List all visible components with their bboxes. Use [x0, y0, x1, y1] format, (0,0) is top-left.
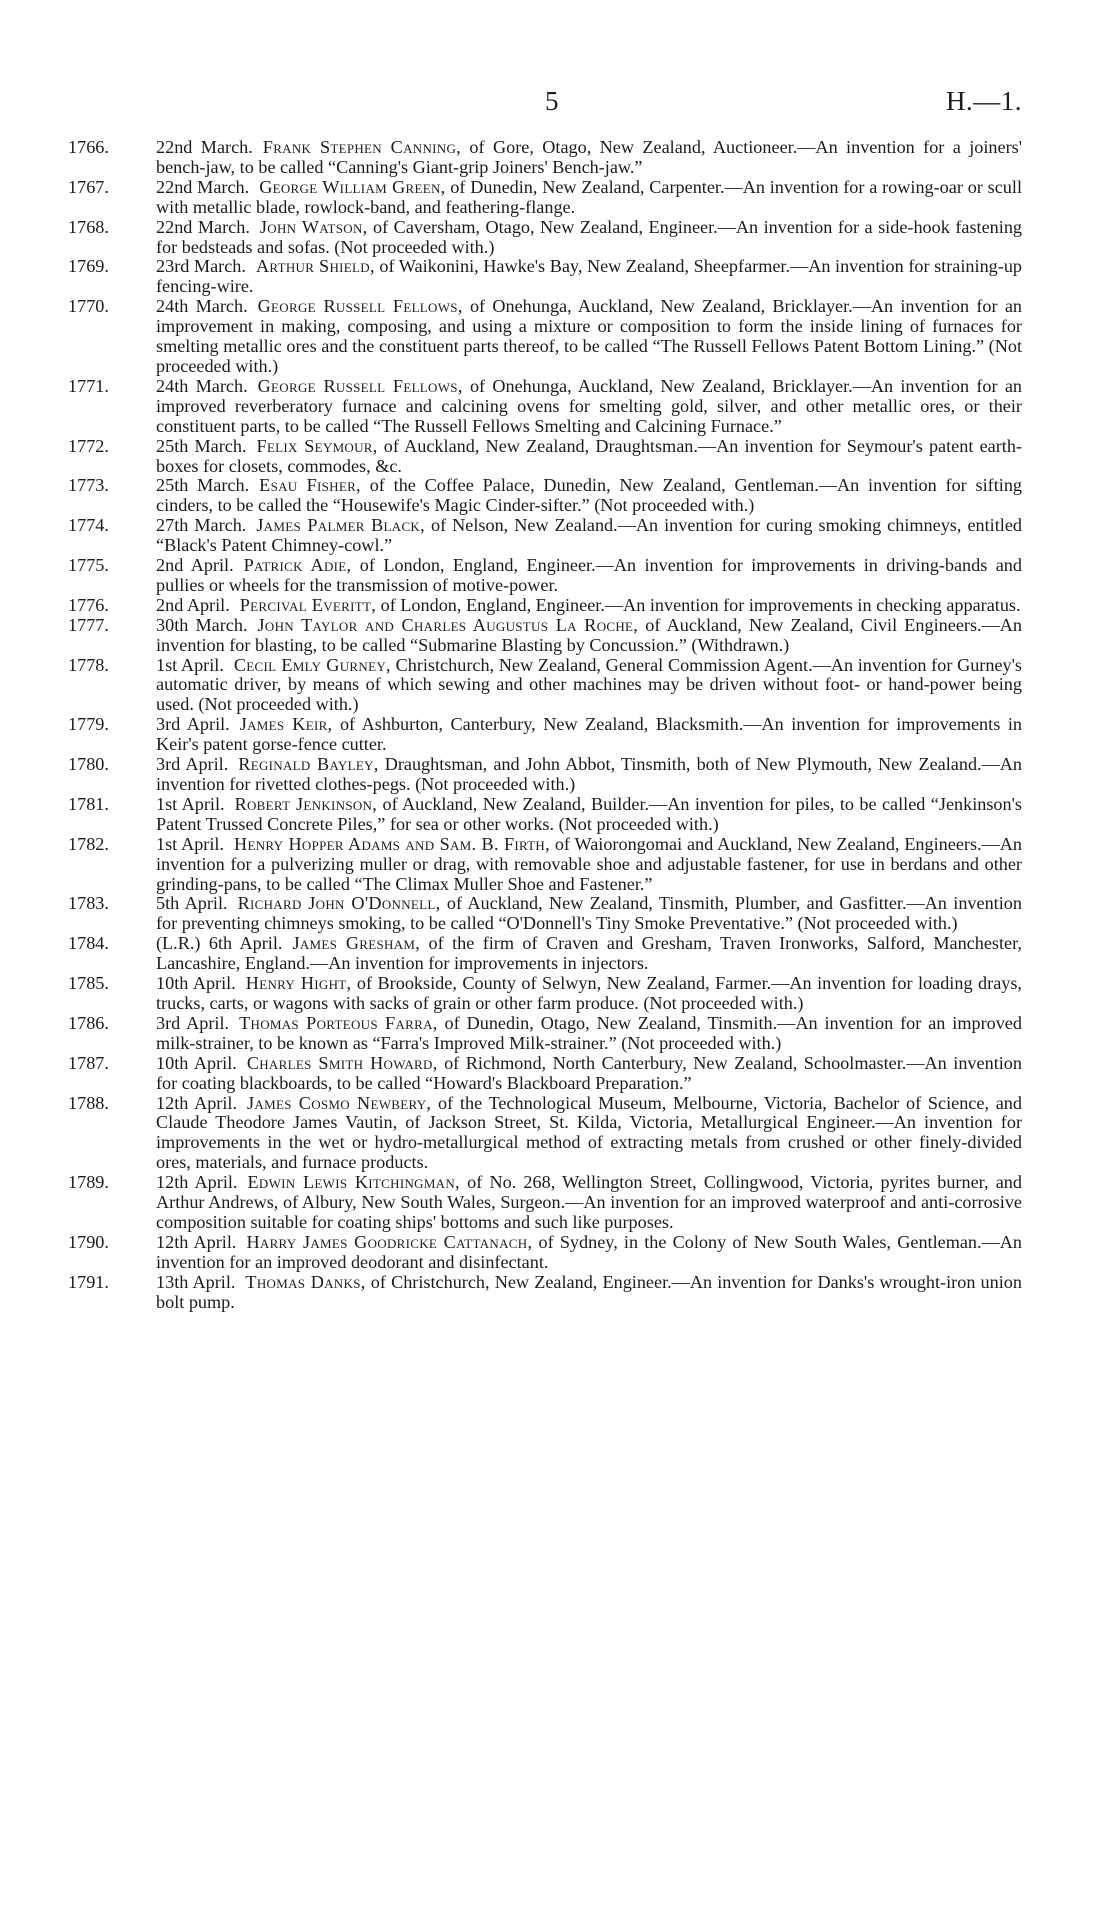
entry-body — [156, 218, 1022, 258]
entry-date: 22nd March. — [156, 176, 250, 197]
entry-applicant-names: Thomas Danks, — [245, 1271, 366, 1292]
patent-entry — [60, 1014, 1022, 1054]
entry-date: 27th March. — [156, 515, 247, 536]
entry-number: 1782. — [68, 833, 109, 854]
entry-description: of the Technological Museum, Melbourne, Victoria, Bachelor of Science, and Claude Theodore James Vautin, of Jackson Street, St. Kilda, Victoria, Metallurgical Engineer.—An invention for improvements in the wet or hydro-metallurgical method of extracting metals from crushed or other finely-divided ores, materials, and furnace products. — [156, 1092, 1022, 1173]
page-reference: H.—1. — [946, 86, 1022, 116]
entry-number: 1768. — [68, 216, 109, 237]
entry-applicant-names: Patrick Adie, — [243, 555, 352, 576]
entry-body — [156, 476, 1022, 516]
page-header — [0, 86, 1114, 116]
entry-body — [156, 516, 1022, 556]
entry-description: of Waikonini, Hawke's Bay, New Zealand, Sheepfarmer.—An invention for straining-up fencing-wire. — [156, 256, 1023, 297]
entry-applicant-names: Charles Smith Howard, — [246, 1052, 438, 1073]
entry-description: of Auckland, New Zealand, Tinsmith, Plumber, and Gasfitter.—An invention for preventing chimneys smoking, to be called “O'Donnell's Tiny Smoke Preventative.” (Not proceeded with.) — [156, 893, 1022, 934]
entry-date: 5th April. — [156, 893, 228, 914]
entry-number: 1770. — [68, 296, 109, 317]
entry-number: 1783. — [68, 893, 109, 914]
entry-body — [156, 656, 1022, 716]
entry-number: 1775. — [68, 555, 109, 576]
entry-applicant-names: James Gresham, — [292, 933, 421, 954]
entry-description: of Dunedin, New Zealand, Carpenter.—An invention for a rowing-oar or scull with metallic blade, rowlock-band, and feathering-flange. — [156, 176, 1022, 217]
entry-description: of Auckland, New Zealand, Civil Engineers.—An invention for blasting, to be called “Submarine Blasting by Concussion.” (Withdrawn.) — [156, 614, 1022, 655]
entry-date: 10th April. — [156, 973, 236, 994]
entry-body — [156, 934, 1022, 974]
entry-applicant-names: James Cosmo Newbery, — [247, 1092, 432, 1113]
entry-body — [156, 178, 1022, 218]
entry-description: of Ashburton, Canterbury, New Zealand, Blacksmith.—An invention for improvements in Keir's patent gorse-fence cutter. — [156, 714, 1022, 755]
entry-description: of Onehunga, Auckland, New Zealand, Bricklayer.—An invention for an improved reverberatory furnace and calcining ovens for smelting gold, silver, and other metallic ores, or their constituent parts, to be called “The Russell Fellows Smelting and Calcining Furnace.” — [156, 375, 1022, 436]
patent-entry — [60, 257, 1022, 297]
entry-description: of Nelson, New Zealand.—An invention for curing smoking chimneys, entitled “Black's Patent Chimney-cowl.” — [156, 515, 1022, 556]
entry-body — [156, 596, 1022, 616]
entry-description: of the firm of Craven and Gresham, Traven Ironworks, Salford, Manchester, Lancashire, England.—An invention for improvements in injectors. — [156, 933, 1022, 974]
entry-date: 25th March. — [156, 435, 247, 456]
entry-body — [156, 835, 1022, 895]
entry-number: 1778. — [68, 654, 109, 675]
entry-date: 1st April. — [156, 793, 225, 814]
entry-body — [156, 297, 1022, 377]
entry-date: 1st April. — [156, 833, 225, 854]
entry-applicant-names: Harry James Goodricke Cattanach, — [246, 1231, 533, 1252]
entry-number: 1774. — [68, 515, 109, 536]
entry-number: 1784. — [68, 933, 109, 954]
entry-description: of No. 268, Wellington Street, Collingwood, Victoria, pyrites burner, and Arthur Andrews, of Albury, New South Wales, Surgeon.—An invention for an improved waterproof and anti-corrosive composition suitable for coating ships' bottoms and such like purposes. — [156, 1172, 1022, 1232]
entry-body — [156, 138, 1022, 178]
entry-date: 12th April. — [156, 1231, 237, 1252]
entry-date: 3rd April. — [156, 754, 229, 775]
patent-entry — [60, 835, 1022, 895]
patent-entry — [60, 974, 1022, 1014]
patent-entries-list — [60, 138, 1022, 1312]
entry-description: of Auckland, New Zealand, Draughtsman.—An invention for Seymour's patent earth-boxes for closets, commodes, &c. — [156, 435, 1022, 476]
entry-date: 13th April. — [156, 1271, 236, 1292]
entry-date: 10th April. — [156, 1052, 237, 1073]
entry-number: 1772. — [68, 435, 109, 456]
entry-applicant-names: Cecil Emly Gurney, — [233, 654, 391, 675]
entry-date: 3rd April. — [156, 1012, 230, 1033]
entry-description: of Brookside, County of Selwyn, New Zealand, Farmer.—An invention for loading drays, trucks, carts, or wagons with sacks of grain or other farm produce. (Not proceeded with.) — [156, 973, 1022, 1013]
entry-date: 12th April. — [156, 1172, 238, 1193]
patent-entry — [60, 138, 1022, 178]
entry-number: 1776. — [68, 594, 109, 615]
entry-body — [156, 715, 1022, 755]
entry-description: of Gore, Otago, New Zealand, Auctioneer.—An invention for a joiners' bench-jaw, to be called “Canning's Giant-grip Joiners' Bench-jaw.” — [156, 137, 1022, 177]
patent-entry — [60, 596, 1022, 616]
entry-date: 23rd March. — [156, 256, 246, 277]
entry-date: 2nd April. — [156, 594, 230, 615]
entry-body — [156, 1273, 1022, 1313]
entry-description: of Christchurch, New Zealand, Engineer.—An invention for Danks's wrought-iron union bolt pump. — [156, 1271, 1022, 1312]
entry-applicant-names: James Palmer Black, — [256, 515, 425, 536]
entry-body — [156, 1094, 1022, 1174]
entry-date: 12th April. — [156, 1092, 238, 1113]
entry-number: 1767. — [68, 176, 109, 197]
entry-applicant-names: Henry Hight, — [245, 973, 352, 994]
patent-entry — [60, 516, 1022, 556]
patent-entry — [60, 1173, 1022, 1233]
entry-date: 2nd April. — [156, 555, 234, 576]
entry-number: 1766. — [68, 137, 109, 157]
entry-number: 1769. — [68, 256, 109, 277]
entry-applicant-names: George William Green, — [259, 176, 446, 197]
entry-body — [156, 894, 1022, 934]
entry-description: of Auckland, New Zealand, Builder.—An invention for piles, to be called “Jenkinson's Patent Trussed Concrete Piles,” for sea or other works. (Not proceeded with.) — [156, 793, 1022, 834]
entry-body — [156, 1233, 1022, 1273]
entry-number: 1786. — [68, 1012, 109, 1033]
entry-body — [156, 1054, 1022, 1094]
patent-entry — [60, 437, 1022, 477]
entry-applicant-names: Robert Jenkinson, — [234, 793, 378, 814]
entry-number: 1781. — [68, 793, 109, 814]
entry-date: 22nd March. — [156, 216, 250, 237]
patent-entry — [60, 1054, 1022, 1094]
entry-number: 1785. — [68, 973, 109, 994]
entry-applicant-names: George Russell Fellows, — [257, 375, 463, 396]
entry-number: 1771. — [68, 375, 109, 396]
entry-number: 1779. — [68, 714, 109, 735]
entry-date: 24th March. — [156, 296, 248, 317]
entry-body — [156, 1014, 1022, 1054]
entry-description: of the Coffee Palace, Dunedin, New Zealand, Gentleman.—An invention for sifting cinders, to be called the “Housewife's Magic Cinder-sifter.” (Not proceeded with.) — [156, 475, 1023, 516]
entry-description: of Sydney, in the Colony of New South Wales, Gentleman.—An invention for an improved deodorant and disinfectant. — [156, 1231, 1022, 1272]
entry-applicant-names: Reginald Bayley, — [238, 754, 379, 775]
entry-body — [156, 1173, 1022, 1233]
patent-entry — [60, 934, 1022, 974]
entry-description: Christchurch, New Zealand, General Commission Agent.—An invention for Gurney's automatic driver, by means of which sewing and other machines may be driven without foot- or hand-power being used. (Not proceeded with.) — [156, 654, 1022, 715]
entry-description: of London, England, Engineer.—An invention for improvements in driving-bands and pullies or wheels for the transmission of motive-power. — [156, 555, 1022, 595]
entry-body — [156, 437, 1022, 477]
patent-entry — [60, 616, 1022, 656]
patent-entry — [60, 377, 1022, 437]
patent-entry — [60, 715, 1022, 755]
entry-date: 22nd March. — [156, 137, 253, 157]
entry-date: 30th March. — [156, 614, 248, 635]
entry-number: 1780. — [68, 754, 109, 775]
entry-number: 1787. — [68, 1052, 109, 1073]
entry-number: 1777. — [68, 614, 109, 635]
entry-body — [156, 377, 1022, 437]
entry-description: of Richmond, North Canterbury, New Zealand, Schoolmaster.—An invention for coating blackboards, to be called “Howard's Blackboard Preparation.” — [156, 1052, 1022, 1093]
entry-applicant-names: John Taylor and Charles Augustus La Roche, — [257, 614, 639, 635]
patent-entry — [60, 755, 1022, 795]
entry-body — [156, 556, 1022, 596]
patent-entry — [60, 656, 1022, 716]
entry-number: 1789. — [68, 1172, 109, 1193]
entry-number: 1773. — [68, 475, 109, 496]
patent-entry — [60, 476, 1022, 516]
entry-description: of Onehunga, Auckland, New Zealand, Bricklayer.—An invention for an improvement in making, composing, and using a mixture or composition to form the inside lining of furnaces for smelting metallic ores and the constituent parts thereof, to be called “The Russell Fellows Patent Bottom Lining.” (Not proceeded with.) — [156, 296, 1022, 376]
patent-entry — [60, 556, 1022, 596]
entry-description: of Dunedin, Otago, New Zealand, Tinsmith.—An invention for an improved milk-strainer, to be known as “Farra's Improved Milk-strainer.” (Not proceeded with.) — [156, 1012, 1022, 1053]
entry-applicant-names: Felix Seymour, — [256, 435, 378, 456]
patent-entry — [60, 297, 1022, 377]
entry-description: of Caversham, Otago, New Zealand, Engineer.—An invention for a side-hook fastening for bedsteads and sofas. (Not proceeded with.) — [156, 216, 1023, 257]
patent-entry — [60, 178, 1022, 218]
entry-body — [156, 616, 1022, 656]
entry-applicant-names: Edwin Lewis Kitchingman, — [247, 1172, 460, 1193]
entry-body — [156, 755, 1022, 795]
entry-number: 1791. — [68, 1271, 109, 1292]
entry-applicant-names: Arthur Shield, — [255, 256, 375, 277]
patent-entry — [60, 894, 1022, 934]
entry-description: Draughtsman, and John Abbot, Tinsmith, both of New Plymouth, New Zealand.—An invention for rivetted clothes-pegs. (Not proceeded with.) — [156, 754, 1023, 794]
entry-date: 24th March. — [156, 375, 248, 396]
entry-applicant-names: John Watson, — [259, 216, 368, 237]
entry-applicant-names: Percival Everitt, — [239, 594, 377, 615]
entry-body — [156, 974, 1022, 1014]
entry-body — [156, 795, 1022, 835]
entry-applicant-names: Esau Fisher, — [259, 475, 361, 496]
entry-applicant-names: Richard John O'Donnell, — [237, 893, 441, 914]
entry-date: 1st April. — [156, 654, 224, 675]
entry-applicant-names: Frank Stephen Canning, — [262, 137, 462, 157]
patent-entry — [60, 1273, 1022, 1313]
entry-date: (L.R.) 6th April. — [156, 933, 283, 954]
entry-number: 1788. — [68, 1092, 109, 1113]
patent-entry — [60, 1094, 1022, 1174]
entry-applicant-names: Thomas Porteous Farra, — [239, 1012, 438, 1033]
entry-description: of Waiorongomai and Auckland, New Zealand, Engineers.—An invention for a pulverizing muller or drag, with removable shoe and adjustable fastener, for use in berdans and other grinding-pans, to be called “The Climax Muller Shoe and Fastener.” — [156, 833, 1023, 894]
entry-applicant-names: Henry Hopper Adams and Sam. B. Firth, — [234, 833, 550, 854]
patent-entry — [60, 1233, 1022, 1273]
entry-body — [156, 257, 1022, 297]
entry-description: of London, England, Engineer.—An invention for improvements in checking apparatus. — [376, 594, 1021, 615]
page-number: 5 — [545, 86, 559, 116]
entry-date: 3rd April. — [156, 714, 230, 735]
entry-applicant-names: James Keir, — [239, 714, 333, 735]
entry-number: 1790. — [68, 1231, 109, 1252]
entry-date: 25th March. — [156, 475, 250, 496]
entry-applicant-names: George Russell Fellows, — [257, 296, 463, 317]
patent-entry — [60, 795, 1022, 835]
patent-entry — [60, 218, 1022, 258]
